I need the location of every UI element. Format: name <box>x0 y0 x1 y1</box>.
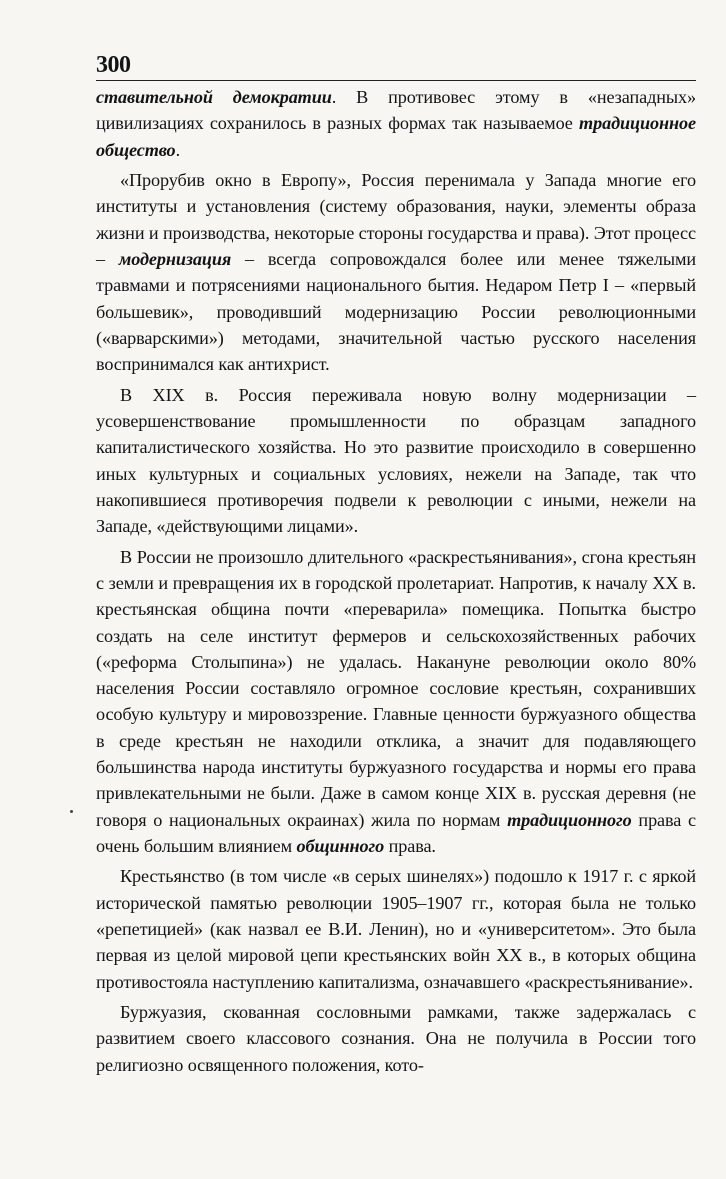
margin-speck <box>70 810 73 813</box>
paragraph-text: Буржуазия, скованная сословными рамками, также задержалась с развитием своего классового сознания. Она не получила в России того религиозно освященного положения, кото- <box>96 1002 696 1075</box>
body-text <box>96 84 696 1078</box>
paragraph-text: права с очень большим влиянием <box>96 809 696 856</box>
paragraph <box>96 84 696 163</box>
paragraph <box>96 863 696 994</box>
paragraph-text: . В противовес этому в «незападных» цивилизациях сохранилось в разных формах так называемое <box>96 87 696 134</box>
emphasized-term: ставительной демократии <box>96 87 332 107</box>
paragraph <box>96 999 696 1078</box>
paragraph <box>96 544 696 860</box>
page-number: 300 <box>96 52 131 78</box>
paragraph-text: В XIX в. Россия переживала новую волну модернизации – усовершенствование промышленности по образцам западного капиталистического хозяйства. Но это развитие происходило в совершенно иных культурных и социальных условиях, нежели на Западе, так что накопившиеся противоречия подвели к революции с иными, нежели на Западе, «действующими лицами». <box>96 384 696 537</box>
emphasized-term: общинного <box>296 835 385 856</box>
emphasized-term: традиционного <box>507 809 632 830</box>
paragraph-text: права. <box>384 835 436 856</box>
paragraph-text: «Прорубив окно в Европу», Россия перенимала у Запада многие его институты и установления (систему образования, науки, элементы образа жизни и производства, некоторые стороны государства и права). Этот процесс – <box>96 170 696 269</box>
paragraph-text: В России не произошло длительного «раскрестьянивания», сгона крестьян с земли и превращения их в городской пролетариат. Напротив, к началу XX в. крестьянская община почти «переварила» помещика. Попытка быстро создать на селе институт фермеров и сельскохозяйственных рабочих («реформа Столыпина») не удалась. Накануне революции около 80% населения России составляло огромное сословие крестьян, сохранивших особую культуру и мировоззрение. Главные ценности буржуазного общества в среде крестьян не находили отклика, а значит для подавляющего большинства народа институты буржуазного государства и нормы его права привлекательными не были. Даже в самом конце XIX в. русская деревня (не говоря о национальных окраинах) жила по нормам <box>96 546 696 830</box>
header-rule <box>96 80 696 81</box>
emphasized-term: модернизация <box>118 248 232 269</box>
paragraph <box>96 382 696 540</box>
paragraph-text: Крестьянство (в том числе «в серых шинелях») подошло к 1917 г. с яркой исторической памятью революции 1905–1907 гг., которая была не только «репетицией» (как назвал ее В.И. Ленин), но и «университетом». Это была первая из целой мировой цепи крестьянских войн XX в., в которых община противостояла наступлению капитализма, означавшего «раскрестьянивание». <box>96 866 696 992</box>
paragraph-text: – всегда сопровождался более или менее тяжелыми травмами и потрясениями национального бытия. Недаром Петр I – «первый большевик», проводивший модернизацию России революционными («варварскими») методами, значительной частью русского населения воспринимался как антихрист. <box>96 248 696 375</box>
paragraph <box>96 167 696 377</box>
paragraph-text: . <box>175 139 181 160</box>
emphasized-term: традиционное общество <box>96 113 696 160</box>
